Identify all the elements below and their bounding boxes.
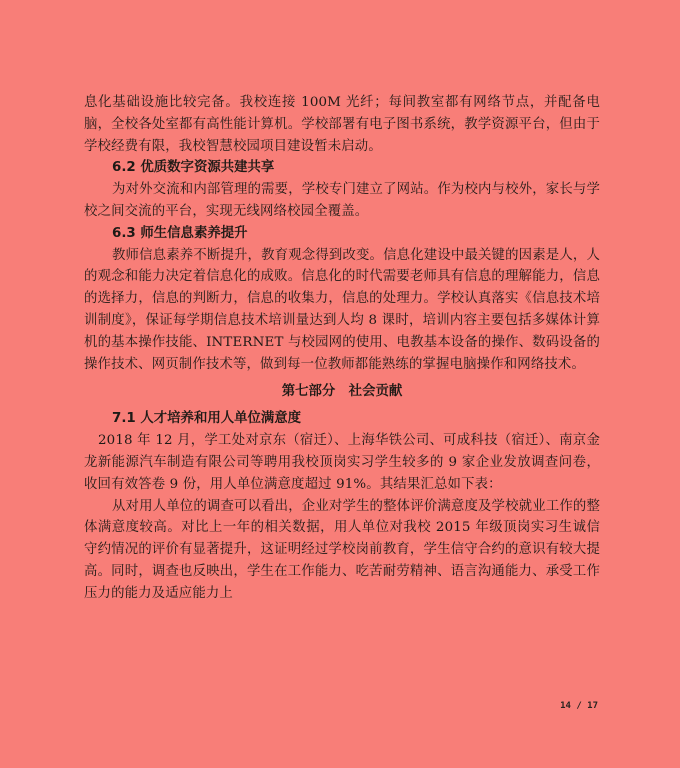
paragraph-infrastructure: 息化基础设施比较完备。我校连接 100M 光纤；每间教室都有网络节点，并配备电脑，全校各处室都有高性能计算机。学校部署有电子图书系统，教学资源平台，但由于学校经费有限，我校智慧校园项目建设暂未启动。 — [84, 95, 600, 154]
paragraph-7-1-survey: 2018 年 12 月，学工处对京东（宿迁）、上海华铁公司、可成科技（宿迁）、南京金龙新能源汽车制造有限公司等聘用我校顶岗实习学生较多的 9 家企业发放调查问卷，收回有效答卷 9 份，用人单位满意度超过 91%。其结果汇总如下表： — [84, 433, 600, 492]
page-number: 14 / 17 — [560, 701, 598, 711]
paragraph-7-1-analysis: 从对用人单位的调查可以看出，企业对学生的整体评价满意度及学校就业工作的整体满意度较高。对比上一年的相关数据，用人单位对我校 2015 年级顶岗实习生诚信守约情况的评价有显著提升，这证明经过学校岗前教育，学生信守合约的意识有较大提高。同时，调查也反映出，学生在工作能力、吃苦耐劳精神、语言沟通能力、承受工作压力的能力及适应能力上 — [84, 498, 600, 601]
paragraph-6-2: 为对外交流和内部管理的需要，学校专门建立了网站。作为校内与校外，家长与学校之间交流的平台，实现无线网络校园全覆盖。 — [84, 182, 600, 219]
paragraph-6-3: 教师信息素养不断提升，教育观念得到改变。信息化建设中最关键的因素是人，人的观念和能力决定着信息化的成败。信息化的时代需要老师具有信息的理解能力，信息的选择力，信息的判断力，信息的收集力，信息的处理力。学校认真落实《信息技术培训制度》，保证每学期信息技术培训量达到人均 8 课时，培训内容主要包括多媒体计算机的基本操作技能、INTERNET 与校园网的使用、电教基本设备的操作、数码设备的操作技术、网页制作技术等，做到每一位教师都能熟练的掌握电脑操作和网络技术。 — [84, 247, 600, 372]
part-7-title: 第七部分 社会贡献 — [281, 384, 403, 400]
heading-7-1: 7.1 人才培养和用人单位满意度 — [112, 411, 302, 427]
heading-6-3: 6.3 师生信息素养提升 — [112, 225, 248, 241]
document-body — [84, 92, 600, 605]
heading-6-2: 6.2 优质数字资源共建共享 — [112, 160, 275, 176]
